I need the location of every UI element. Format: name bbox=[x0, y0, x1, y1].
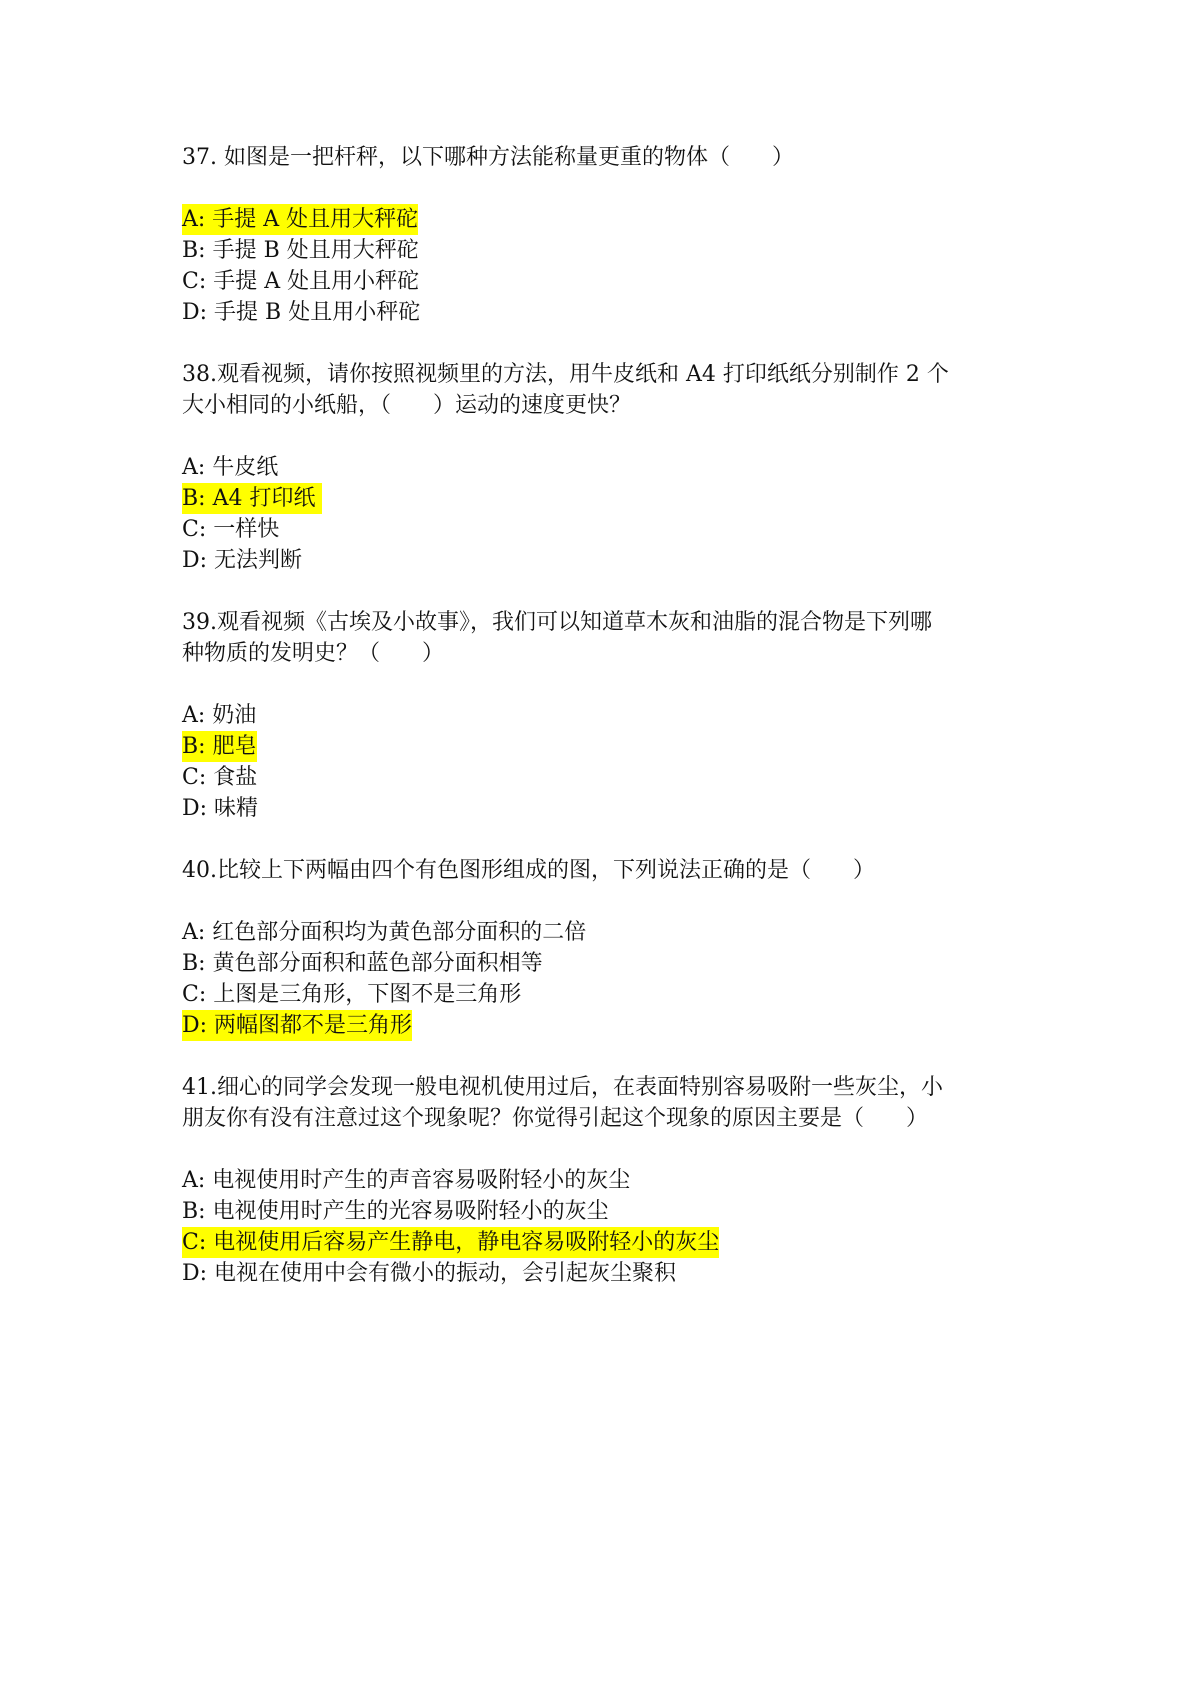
option-c bbox=[182, 514, 1022, 545]
option-text: D: 无法判断 bbox=[182, 548, 303, 573]
option-text: A: 牛皮纸 bbox=[182, 455, 279, 480]
option-a bbox=[182, 917, 1022, 948]
question-stem: 39.观看视频《古埃及小故事》，我们可以知道草木灰和油脂的混合物是下列哪 bbox=[182, 610, 932, 635]
option-text: D: 电视在使用中会有微小的振动，会引起灰尘聚积 bbox=[182, 1261, 677, 1286]
spacer bbox=[182, 576, 1022, 607]
question-40 bbox=[182, 855, 1022, 1041]
option-list bbox=[182, 204, 1022, 328]
option-d bbox=[182, 545, 1022, 576]
option-text: C: 手提 A 处且用小秤砣 bbox=[182, 269, 420, 294]
question-list bbox=[182, 142, 1022, 1289]
option-text: D: 手提 B 处且用小秤砣 bbox=[182, 300, 421, 325]
question-41 bbox=[182, 1072, 1022, 1289]
question-39 bbox=[182, 607, 1022, 824]
option-c bbox=[182, 979, 1022, 1010]
option-d bbox=[182, 793, 1022, 824]
option-text: C: 上图是三角形，下图不是三角形 bbox=[182, 982, 522, 1007]
option-b bbox=[182, 483, 1022, 514]
option-list bbox=[182, 917, 1022, 1041]
question-38 bbox=[182, 359, 1022, 576]
option-d bbox=[182, 1258, 1022, 1289]
question-stem: 种物质的发明史？（ ） bbox=[182, 641, 444, 666]
spacer bbox=[182, 1041, 1022, 1072]
option-text: A: 奶油 bbox=[182, 703, 257, 728]
option-a bbox=[182, 452, 1022, 483]
option-text: C: 电视使用后容易产生静电，静电容易吸附轻小的灰尘 bbox=[182, 1227, 719, 1258]
option-text: A: 电视使用时产生的声音容易吸附轻小的灰尘 bbox=[182, 1168, 631, 1193]
option-d bbox=[182, 1010, 1022, 1041]
option-text: C: 食盐 bbox=[182, 765, 258, 790]
option-a bbox=[182, 700, 1022, 731]
option-list bbox=[182, 700, 1022, 824]
question-stem: 41.细心的同学会发现一般电视机使用过后，在表面特别容易吸附一些灰尘，小 bbox=[182, 1075, 943, 1100]
option-b bbox=[182, 731, 1022, 762]
option-d bbox=[182, 297, 1022, 328]
option-a bbox=[182, 1165, 1022, 1196]
option-text: B: A4 打印纸 bbox=[182, 483, 322, 514]
option-text: D: 两幅图都不是三角形 bbox=[182, 1010, 412, 1041]
spacer bbox=[182, 824, 1022, 855]
spacer bbox=[182, 328, 1022, 359]
option-text: D: 味精 bbox=[182, 796, 259, 821]
question-stem: 40.比较上下两幅由四个有色图形组成的图，下列说法正确的是（ ） bbox=[182, 858, 875, 883]
option-b bbox=[182, 1196, 1022, 1227]
option-text: C: 一样快 bbox=[182, 517, 280, 542]
option-a bbox=[182, 204, 1022, 235]
option-text: B: 黄色部分面积和蓝色部分面积相等 bbox=[182, 951, 543, 976]
option-text: B: 电视使用时产生的光容易吸附轻小的灰尘 bbox=[182, 1199, 609, 1224]
option-c bbox=[182, 1227, 1022, 1258]
option-text: B: 手提 B 处且用大秤砣 bbox=[182, 238, 419, 263]
option-list bbox=[182, 452, 1022, 576]
option-b bbox=[182, 235, 1022, 266]
option-b bbox=[182, 948, 1022, 979]
option-c bbox=[182, 762, 1022, 793]
option-c bbox=[182, 266, 1022, 297]
question-stem: 38.观看视频，请你按照视频里的方法，用牛皮纸和 A4 打印纸纸分别制作 2 个 bbox=[182, 362, 949, 387]
question-stem: 朋友你有没有注意过这个现象呢？你觉得引起这个现象的原因主要是（ ） bbox=[182, 1106, 928, 1131]
question-stem: 37. 如图是一把杆秤，以下哪种方法能称量更重的物体（ ） bbox=[182, 145, 794, 170]
option-text: A: 红色部分面积均为黄色部分面积的二倍 bbox=[182, 920, 587, 945]
option-text: B: 肥皂 bbox=[182, 731, 257, 762]
option-list bbox=[182, 1165, 1022, 1289]
option-text: A: 手提 A 处且用大秤砣 bbox=[182, 204, 418, 235]
question-stem: 大小相同的小纸船，（ ）运动的速度更快？ bbox=[182, 393, 631, 418]
question-37 bbox=[182, 142, 1022, 328]
